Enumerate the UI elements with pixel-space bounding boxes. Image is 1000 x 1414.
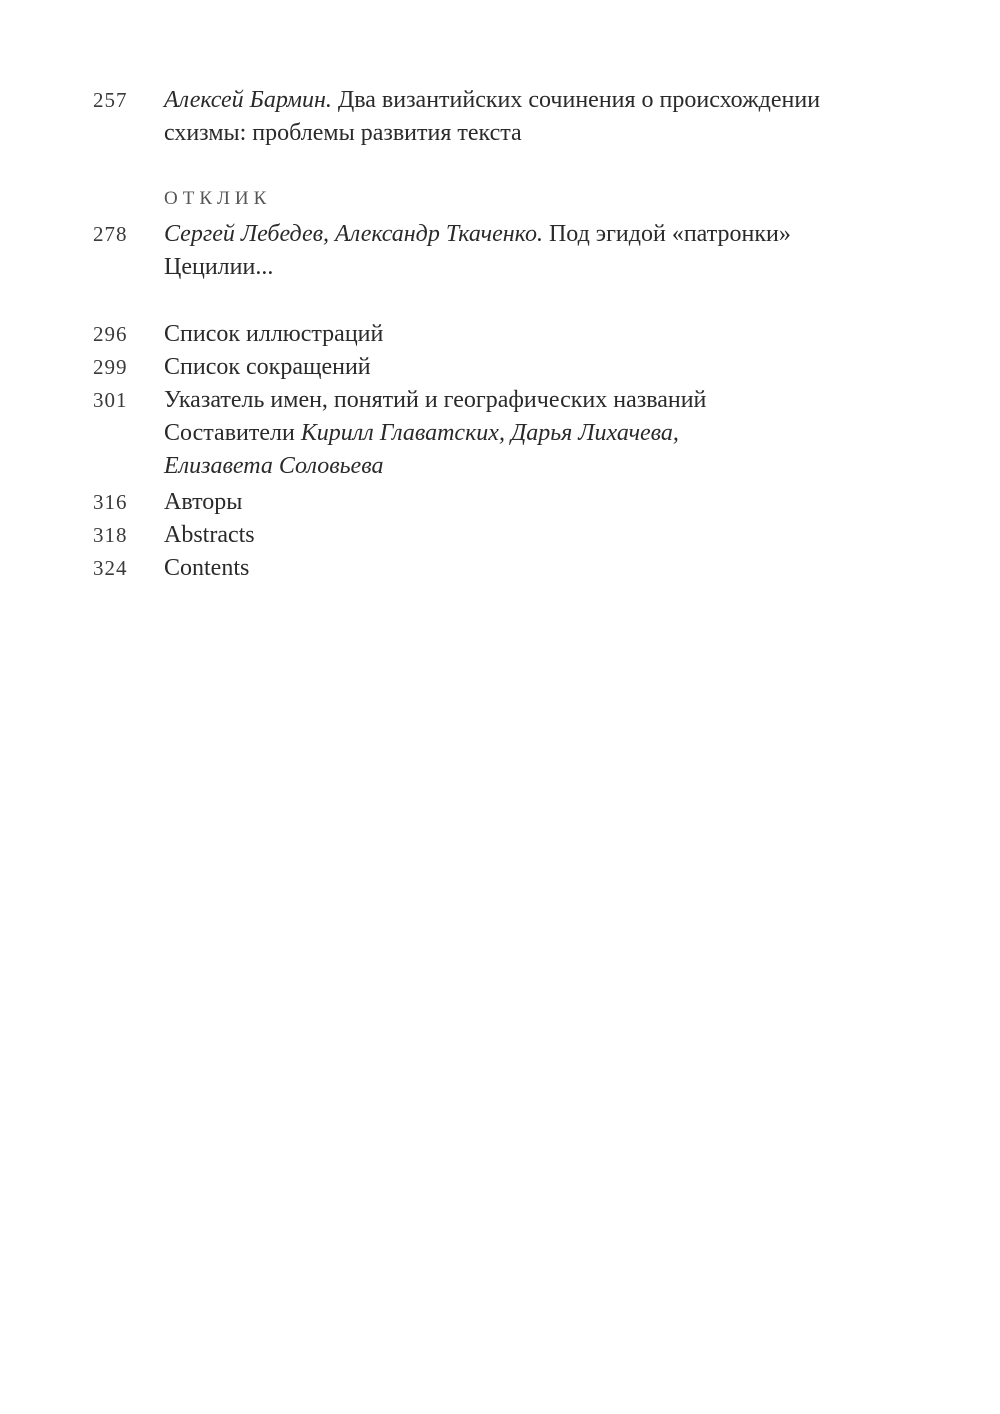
author-name: Алексей Бармин.: [164, 87, 332, 113]
entry-title: Указатель имен, понятий и географических названий: [164, 387, 707, 413]
entry-title: Abstracts: [164, 522, 255, 548]
entry-text: [164, 218, 924, 284]
compilers-label: Составители: [164, 420, 295, 446]
entry-line: [164, 84, 924, 117]
entry-title: Contents: [164, 555, 250, 581]
page-number: 257: [93, 88, 128, 112]
page-number: 301: [93, 388, 128, 412]
page-number: 278: [93, 222, 128, 246]
author-name: Сергей Лебедев, Александр Ткаченко.: [164, 221, 543, 247]
entry-text: [164, 318, 924, 351]
entry-title: Авторы: [164, 489, 243, 515]
section-label: ОТКЛИК: [164, 188, 272, 209]
entry-title: Список сокращений: [164, 354, 371, 380]
entry-line: [164, 218, 924, 251]
compilers-names: Кирилл Главатских, Дарья Лихачева,: [300, 420, 679, 446]
page-number: 316: [93, 490, 128, 514]
page-number: 296: [93, 322, 128, 346]
entry-title: Список иллюстраций: [164, 321, 384, 347]
article-title-continued: схизмы: проблемы развития текста: [164, 120, 522, 146]
compilers-names-continued: Елизавета Соловьева: [164, 453, 384, 479]
entry-text: [164, 351, 924, 384]
page-number: 299: [93, 355, 128, 379]
entry-text: [164, 84, 924, 150]
entry-text: [164, 552, 924, 585]
compilers-line: [164, 417, 924, 450]
page-number: 324: [93, 556, 128, 580]
article-title: Два византийских сочинения о происхождении: [337, 87, 821, 113]
entry-text: [164, 519, 924, 552]
article-title-continued: Цецилии...: [164, 254, 274, 280]
article-title: Под эгидой «патронки»: [548, 221, 791, 247]
page-number: 318: [93, 523, 128, 547]
entry-text: [164, 486, 924, 519]
entry-text: [164, 384, 924, 483]
